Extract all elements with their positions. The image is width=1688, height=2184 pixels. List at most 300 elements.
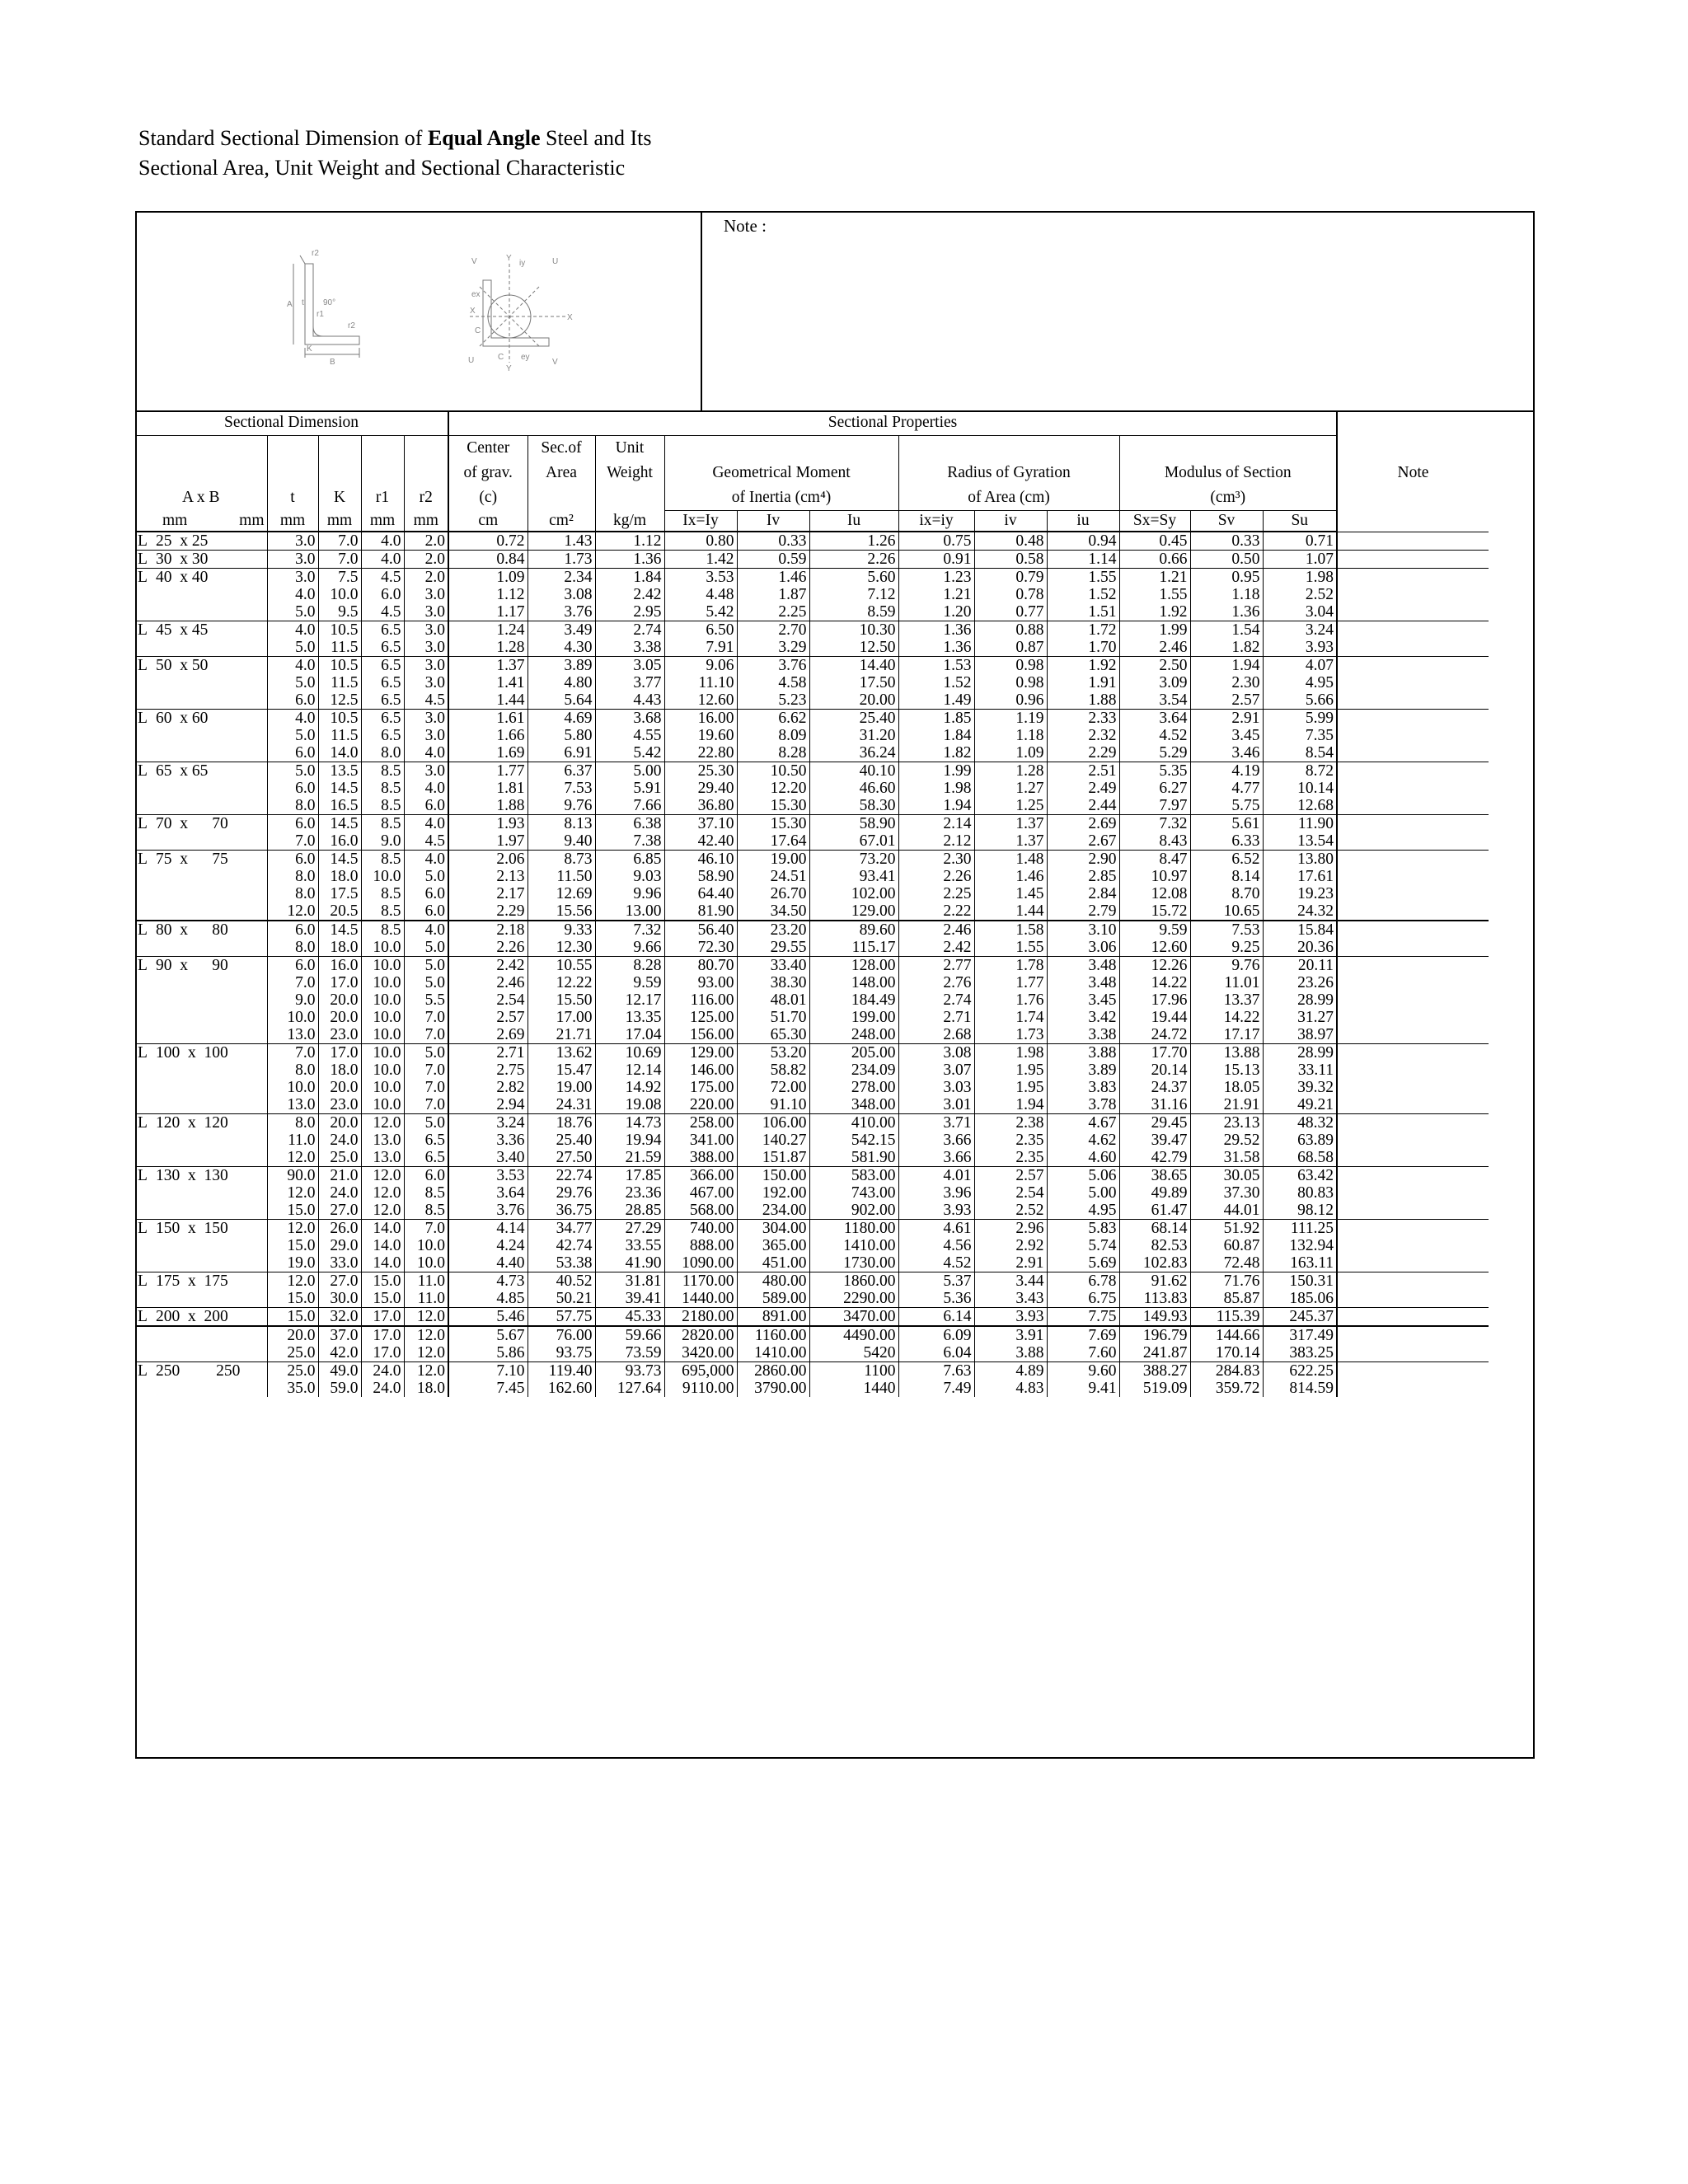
cell-Iv: 2.70 (737, 621, 809, 640)
cell-t: 5.0 (267, 674, 318, 691)
cell-area: 25.40 (528, 1132, 595, 1149)
header-modulus-2: (cm³) (1119, 485, 1337, 511)
cell-ix: 1.98 (898, 780, 974, 797)
cell-Iu: 5420 (809, 1344, 898, 1362)
cell-c: 1.81 (448, 780, 528, 797)
cell-area: 76.00 (528, 1326, 595, 1344)
table-row (135, 762, 1489, 780)
row-size-label (135, 1308, 267, 1327)
cell-t: 5.0 (267, 762, 318, 780)
cell-t: 6.0 (267, 744, 318, 762)
cell-Iu: 2290.00 (809, 1290, 898, 1308)
cell-r2: 3.0 (404, 621, 448, 640)
cell-iv: 1.48 (974, 851, 1047, 869)
cell-Iv: 891.00 (737, 1308, 809, 1327)
cell-ix: 4.52 (898, 1254, 974, 1272)
row-size-label (135, 991, 267, 1009)
svg-text:X: X (567, 313, 573, 322)
cell-Sv: 5.75 (1190, 797, 1263, 815)
cell-Iv: 8.28 (737, 744, 809, 762)
unit-k: mm (318, 511, 361, 532)
cell-r1: 4.0 (361, 532, 404, 551)
cell-Sv: 1.94 (1190, 657, 1263, 675)
cell-ix: 1.36 (898, 621, 974, 640)
cell-r1: 8.5 (361, 921, 404, 939)
cell-r1: 6.5 (361, 727, 404, 744)
header-gyration: Radius of Gyration (898, 461, 1119, 485)
cell-Iv: 3.29 (737, 639, 809, 657)
cell-r2: 7.0 (404, 1096, 448, 1114)
cell-area: 50.21 (528, 1290, 595, 1308)
cell-Su: 63.42 (1263, 1167, 1337, 1185)
cell-Sx: 31.16 (1119, 1096, 1190, 1114)
cell-ix: 1.94 (898, 797, 974, 815)
cell-iu: 2.90 (1047, 851, 1119, 869)
angle-size: 50 x 50 (156, 656, 209, 674)
cell-Sv: 1.54 (1190, 621, 1263, 640)
cell-t: 3.0 (267, 569, 318, 587)
cell-Sx: 49.89 (1119, 1184, 1190, 1202)
cell-ix: 2.77 (898, 957, 974, 975)
cell-Ix: 175.00 (664, 1079, 737, 1096)
cell-t: 6.0 (267, 691, 318, 710)
cell-w: 73.59 (595, 1344, 664, 1362)
cell-r2: 4.0 (404, 780, 448, 797)
svg-text:r2: r2 (312, 249, 319, 258)
row-size-label (135, 1272, 267, 1291)
cell-iv: 3.91 (974, 1326, 1047, 1344)
cell-Sx: 0.66 (1119, 551, 1190, 569)
cell-area: 12.22 (528, 974, 595, 991)
cell-K: 42.0 (318, 1344, 361, 1362)
cell-iv: 0.98 (974, 674, 1047, 691)
cell-t: 8.0 (267, 939, 318, 957)
angle-figure-cell (137, 213, 702, 410)
cell-iv: 1.78 (974, 957, 1047, 975)
cell-iu: 3.42 (1047, 1009, 1119, 1026)
angle-marker: L (138, 621, 148, 639)
cell-Su: 814.59 (1263, 1380, 1337, 1397)
cell-Su: 17.61 (1263, 868, 1337, 885)
cell-r1: 10.0 (361, 1062, 404, 1079)
cell-Sv: 1.18 (1190, 586, 1263, 603)
cell-area: 15.47 (528, 1062, 595, 1079)
cell-Sx: 1.21 (1119, 569, 1190, 587)
cell-Sx: 24.72 (1119, 1026, 1190, 1044)
cell-Iv: 1410.00 (737, 1344, 809, 1362)
cell-r1: 10.0 (361, 868, 404, 885)
table-row (135, 1237, 1489, 1254)
table-row (135, 1308, 1489, 1327)
cell-c: 0.84 (448, 551, 528, 569)
cell-K: 7.0 (318, 532, 361, 551)
cell-r1: 10.0 (361, 1044, 404, 1062)
cell-note (1337, 551, 1489, 569)
cell-r1: 17.0 (361, 1344, 404, 1362)
cell-c: 1.24 (448, 621, 528, 640)
header-sec-area-2: Area (528, 461, 595, 485)
cell-Sx: 12.26 (1119, 957, 1190, 975)
table-row (135, 1272, 1489, 1291)
cell-Iv: 58.82 (737, 1062, 809, 1079)
cell-t: 10.0 (267, 1079, 318, 1096)
cell-area: 7.53 (528, 780, 595, 797)
cell-c: 4.85 (448, 1290, 528, 1308)
cell-K: 18.0 (318, 939, 361, 957)
cell-area: 6.37 (528, 762, 595, 780)
row-size-label (135, 868, 267, 885)
row-size-label (135, 921, 267, 939)
cell-K: 20.0 (318, 1079, 361, 1096)
cell-Ix: 5.42 (664, 603, 737, 621)
cell-Ix: 6.50 (664, 621, 737, 640)
cell-Ix: 3420.00 (664, 1344, 737, 1362)
cell-Sv: 60.87 (1190, 1237, 1263, 1254)
cell-Iv: 72.00 (737, 1079, 809, 1096)
cell-Sv: 284.83 (1190, 1362, 1263, 1380)
cell-r1: 6.5 (361, 639, 404, 657)
cell-Ix: 93.00 (664, 974, 737, 991)
cell-iv: 1.58 (974, 921, 1047, 939)
cell-note (1337, 868, 1489, 885)
cell-r1: 13.0 (361, 1132, 404, 1149)
table-row (135, 674, 1489, 691)
unit-iv-inertia: Iv (737, 511, 809, 532)
cell-Sx: 4.52 (1119, 727, 1190, 744)
cell-r1: 4.0 (361, 551, 404, 569)
cell-r2: 6.0 (404, 797, 448, 815)
cell-iu: 3.45 (1047, 991, 1119, 1009)
cell-Ix: 258.00 (664, 1114, 737, 1132)
unit-c: cm (448, 511, 528, 532)
cell-iu: 5.00 (1047, 1184, 1119, 1202)
cell-Iu: 31.20 (809, 727, 898, 744)
cell-note (1337, 832, 1489, 851)
cell-r1: 8.5 (361, 815, 404, 833)
cell-Iu: 1860.00 (809, 1272, 898, 1291)
cell-Iu: 581.90 (809, 1149, 898, 1167)
cell-iv: 2.96 (974, 1220, 1047, 1238)
cell-K: 17.0 (318, 974, 361, 991)
cell-ix: 2.74 (898, 991, 974, 1009)
cell-w: 21.59 (595, 1149, 664, 1167)
cell-iv: 1.77 (974, 974, 1047, 991)
cell-Ix: 888.00 (664, 1237, 737, 1254)
angle-marker: L (138, 850, 148, 868)
cell-note (1337, 1114, 1489, 1132)
cell-c: 2.06 (448, 851, 528, 869)
cell-Sv: 8.14 (1190, 868, 1263, 885)
cell-r2: 6.0 (404, 902, 448, 921)
cell-c: 1.97 (448, 832, 528, 851)
cell-t: 15.0 (267, 1290, 318, 1308)
cell-r2: 8.5 (404, 1202, 448, 1220)
cell-area: 36.75 (528, 1202, 595, 1220)
cell-Sx: 2.46 (1119, 639, 1190, 657)
cell-iu: 4.60 (1047, 1149, 1119, 1167)
cell-r2: 5.0 (404, 974, 448, 991)
cell-iv: 1.98 (974, 1044, 1047, 1062)
cell-w: 7.32 (595, 921, 664, 939)
unit-weight: kg/m (595, 511, 664, 532)
cell-note (1337, 815, 1489, 833)
cell-area: 3.08 (528, 586, 595, 603)
angle-marker: L (138, 532, 148, 550)
unit-iu-inertia: Iu (809, 511, 898, 532)
cell-c: 2.75 (448, 1062, 528, 1079)
header-center-grav: Center (448, 436, 528, 462)
row-size-label (135, 1202, 267, 1220)
angle-section-icon (287, 249, 359, 367)
table-row (135, 1220, 1489, 1238)
row-size-label (135, 621, 267, 640)
cell-Sv: 17.17 (1190, 1026, 1263, 1044)
cell-Ix: 37.10 (664, 815, 737, 833)
cell-ix: 0.91 (898, 551, 974, 569)
cell-Iu: 348.00 (809, 1096, 898, 1114)
cell-Iu: 14.40 (809, 657, 898, 675)
table-row (135, 1062, 1489, 1079)
cell-iv: 1.19 (974, 710, 1047, 728)
cell-Su: 3.24 (1263, 621, 1337, 640)
cell-K: 27.0 (318, 1202, 361, 1220)
table-row (135, 586, 1489, 603)
cell-Iu: 234.09 (809, 1062, 898, 1079)
cell-Iu: 199.00 (809, 1009, 898, 1026)
cell-Ix: 80.70 (664, 957, 737, 975)
cell-Ix: 16.00 (664, 710, 737, 728)
cell-note (1337, 1026, 1489, 1044)
cell-Iu: 5.60 (809, 569, 898, 587)
cell-K: 29.0 (318, 1237, 361, 1254)
cell-ix: 7.49 (898, 1380, 974, 1397)
group-header-dimension: Sectional Dimension (135, 410, 448, 436)
cell-Su: 1.07 (1263, 551, 1337, 569)
cell-r1: 8.5 (361, 902, 404, 921)
angle-size: 100 x 100 (156, 1043, 228, 1062)
table-row (135, 691, 1489, 710)
table-row (135, 851, 1489, 869)
row-size-label (135, 1184, 267, 1202)
cell-r1: 6.5 (361, 674, 404, 691)
cell-Sx: 38.65 (1119, 1167, 1190, 1185)
cell-Sv: 0.95 (1190, 569, 1263, 587)
cell-Sv: 13.88 (1190, 1044, 1263, 1062)
row-size-label (135, 551, 267, 569)
angle-size: 30 x 30 (156, 550, 209, 568)
cell-iu: 3.48 (1047, 957, 1119, 975)
cell-area: 12.69 (528, 885, 595, 902)
cell-Ix: 56.40 (664, 921, 737, 939)
cell-area: 17.00 (528, 1009, 595, 1026)
svg-text:Y: Y (506, 364, 512, 371)
cell-Iv: 192.00 (737, 1184, 809, 1202)
cell-Sv: 30.05 (1190, 1167, 1263, 1185)
cell-Iu: 20.00 (809, 691, 898, 710)
cell-t: 12.0 (267, 1184, 318, 1202)
cell-r1: 8.5 (361, 851, 404, 869)
row-size-label (135, 957, 267, 975)
row-size-label (135, 851, 267, 869)
cell-ix: 7.63 (898, 1362, 974, 1380)
cell-c: 3.24 (448, 1114, 528, 1132)
cell-Iv: 2860.00 (737, 1362, 809, 1380)
cell-Ix: 58.90 (664, 868, 737, 885)
cell-r1: 24.0 (361, 1362, 404, 1380)
cell-K: 18.0 (318, 868, 361, 885)
cell-Sv: 11.01 (1190, 974, 1263, 991)
cell-r2: 12.0 (404, 1326, 448, 1344)
cell-Iu: 1410.00 (809, 1237, 898, 1254)
cell-ix: 6.04 (898, 1344, 974, 1362)
cell-Iu: 1100 (809, 1362, 898, 1380)
cell-t: 3.0 (267, 532, 318, 551)
cell-K: 20.0 (318, 991, 361, 1009)
cell-t: 4.0 (267, 710, 318, 728)
table-row (135, 939, 1489, 957)
cell-K: 16.0 (318, 832, 361, 851)
svg-text:C: C (498, 353, 504, 362)
cell-note (1337, 885, 1489, 902)
cell-c: 1.12 (448, 586, 528, 603)
cell-r2: 5.0 (404, 939, 448, 957)
cell-iv: 1.37 (974, 832, 1047, 851)
cell-Iu: 1180.00 (809, 1220, 898, 1238)
table-row (135, 1326, 1489, 1344)
cell-iu: 6.78 (1047, 1272, 1119, 1291)
cell-Sv: 6.52 (1190, 851, 1263, 869)
cell-r2: 3.0 (404, 727, 448, 744)
cell-w: 9.59 (595, 974, 664, 991)
cell-r2: 2.0 (404, 532, 448, 551)
cell-r2: 12.0 (404, 1362, 448, 1380)
table-row (135, 744, 1489, 762)
cell-Ix: 740.00 (664, 1220, 737, 1238)
cell-Sx: 5.29 (1119, 744, 1190, 762)
header-axb: A x B (135, 485, 267, 511)
angle-size: 40 x 40 (156, 568, 209, 586)
cell-iv: 1.09 (974, 744, 1047, 762)
cell-Ix: 341.00 (664, 1132, 737, 1149)
cell-K: 59.0 (318, 1380, 361, 1397)
cell-area: 21.71 (528, 1026, 595, 1044)
cell-r1: 10.0 (361, 1079, 404, 1096)
cell-Su: 63.89 (1263, 1132, 1337, 1149)
cell-Su: 48.32 (1263, 1114, 1337, 1132)
cell-Iu: 1440 (809, 1380, 898, 1397)
cell-ix: 6.14 (898, 1308, 974, 1327)
cell-iv: 0.77 (974, 603, 1047, 621)
row-size-label (135, 1132, 267, 1149)
cell-Iu: 148.00 (809, 974, 898, 991)
cell-Iu: 902.00 (809, 1202, 898, 1220)
cell-w: 23.36 (595, 1184, 664, 1202)
cell-K: 27.0 (318, 1272, 361, 1291)
cell-Iu: 46.60 (809, 780, 898, 797)
cell-Iu: 128.00 (809, 957, 898, 975)
table-row (135, 1362, 1489, 1380)
cell-area: 119.40 (528, 1362, 595, 1380)
cell-Sv: 115.39 (1190, 1308, 1263, 1327)
row-size-label (135, 885, 267, 902)
cell-ix: 4.56 (898, 1237, 974, 1254)
cell-ix: 4.61 (898, 1220, 974, 1238)
cell-K: 17.5 (318, 885, 361, 902)
cell-t: 35.0 (267, 1380, 318, 1397)
cell-K: 14.0 (318, 744, 361, 762)
cell-Iu: 17.50 (809, 674, 898, 691)
cell-Sx: 6.27 (1119, 780, 1190, 797)
cell-iu: 5.69 (1047, 1254, 1119, 1272)
angle-marker: L (138, 550, 148, 568)
cell-K: 10.0 (318, 586, 361, 603)
cell-note (1337, 991, 1489, 1009)
cell-Iv: 1.87 (737, 586, 809, 603)
cell-note (1337, 1184, 1489, 1202)
cell-r2: 5.5 (404, 991, 448, 1009)
cell-iu: 2.79 (1047, 902, 1119, 921)
cell-note (1337, 1326, 1489, 1344)
row-size-label (135, 1026, 267, 1044)
row-size-label (135, 1149, 267, 1167)
cell-Iu: 67.01 (809, 832, 898, 851)
cell-Iv: 15.30 (737, 797, 809, 815)
cell-Sx: 388.27 (1119, 1362, 1190, 1380)
cell-note (1337, 1132, 1489, 1149)
cell-Iv: 1.46 (737, 569, 809, 587)
cell-note (1337, 603, 1489, 621)
cell-Iv: 24.51 (737, 868, 809, 885)
cell-Iu: 4490.00 (809, 1326, 898, 1344)
cell-r2: 10.0 (404, 1254, 448, 1272)
cell-ix: 1.52 (898, 674, 974, 691)
cell-Ix: 9.06 (664, 657, 737, 675)
cell-Sv: 21.91 (1190, 1096, 1263, 1114)
cell-note (1337, 797, 1489, 815)
svg-text:C: C (475, 326, 481, 335)
cell-K: 12.5 (318, 691, 361, 710)
table-row (135, 532, 1489, 551)
cell-t: 15.0 (267, 1237, 318, 1254)
svg-text:V: V (471, 257, 477, 266)
cell-Sx: 3.09 (1119, 674, 1190, 691)
cell-w: 9.66 (595, 939, 664, 957)
cell-iu: 2.51 (1047, 762, 1119, 780)
cell-area: 4.80 (528, 674, 595, 691)
cell-area: 10.55 (528, 957, 595, 975)
cell-Sv: 51.92 (1190, 1220, 1263, 1238)
cell-Su: 28.99 (1263, 1044, 1337, 1062)
cell-Iv: 26.70 (737, 885, 809, 902)
cell-w: 9.03 (595, 868, 664, 885)
cell-Iv: 451.00 (737, 1254, 809, 1272)
cell-Sx: 17.96 (1119, 991, 1190, 1009)
cell-Sx: 1.55 (1119, 586, 1190, 603)
cell-note (1337, 569, 1489, 587)
cell-Iv: 34.50 (737, 902, 809, 921)
angle-marker: L (138, 1272, 148, 1290)
cell-Iu: 89.60 (809, 921, 898, 939)
table-row (135, 991, 1489, 1009)
cell-c: 3.36 (448, 1132, 528, 1149)
cell-r2: 6.5 (404, 1149, 448, 1167)
cell-iu: 3.06 (1047, 939, 1119, 957)
cell-K: 7.0 (318, 551, 361, 569)
cell-ix: 2.12 (898, 832, 974, 851)
cell-c: 2.26 (448, 939, 528, 957)
cell-c: 1.61 (448, 710, 528, 728)
cell-Sv: 359.72 (1190, 1380, 1263, 1397)
